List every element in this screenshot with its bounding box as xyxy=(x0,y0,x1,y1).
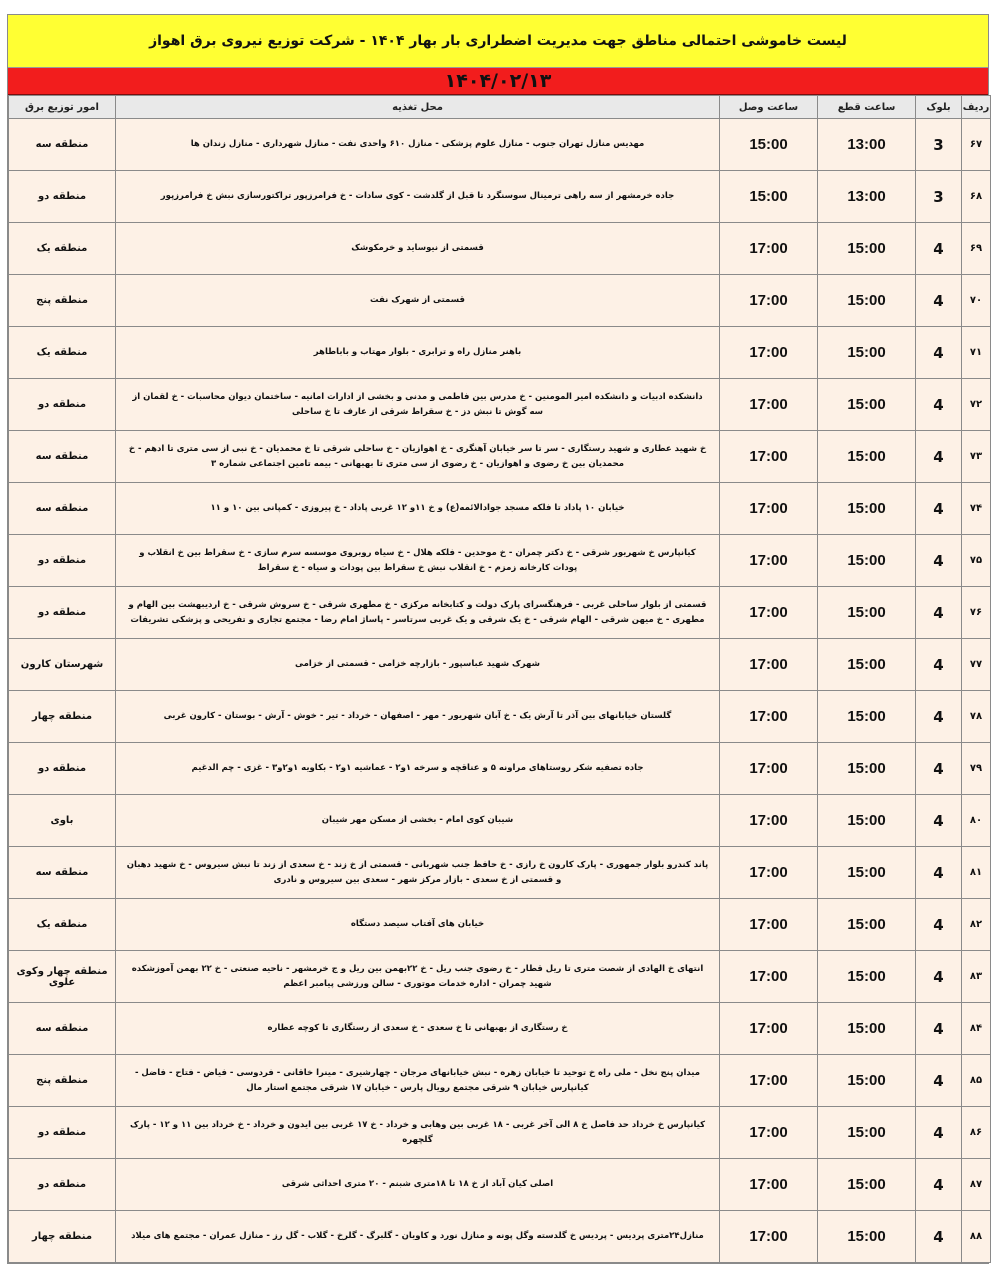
row-number-cell: ۸۲ xyxy=(962,899,991,951)
connect-time-cell: 17:00 xyxy=(720,1003,818,1055)
connect-time-cell: 17:00 xyxy=(720,223,818,275)
region-cell: منطقه یک xyxy=(9,223,116,275)
row-number-cell: ۷۸ xyxy=(962,691,991,743)
cut-time-cell: 13:00 xyxy=(818,119,916,171)
table-row xyxy=(9,691,991,743)
location-cell: کیانپارس خ شهریور شرقی - خ دکتر چمران - خ موحدین - فلکه هلال - خ سیاه روبروی موسسه سرم سازی - خ سقراط بین خ انقلاب و پودات کارخانه زمزم - خ انقلاب نبش خ سقراط بین پودات و سیاه - خ سقراط xyxy=(116,535,720,587)
location-cell: پاند کندرو بلوار جمهوری - پارک کارون خ رازی - خ حافظ جنب شهربانی - قسمتی از خ زند - خ سعدی از زند تا نبش سیروس - خ شهید دهبان و قسمتی از خ سعدی - بازار مرکز شهر - سعدی بین سیروس و نادری xyxy=(116,847,720,899)
row-number-cell: ۸۳ xyxy=(962,951,991,1003)
table-body xyxy=(9,119,991,1263)
table-row xyxy=(9,1003,991,1055)
row-number-cell: ۶۹ xyxy=(962,223,991,275)
location-cell: خ رستگاری از بهبهانی تا خ سعدی - خ سعدی از رستگاری تا کوچه عطاره xyxy=(116,1003,720,1055)
region-cell: منطقه یک xyxy=(9,327,116,379)
location-cell: قسمتی از بلوار ساحلی غربی - فرهنگسرای پارک دولت و کتابخانه مرکزی - خ مطهری شرقی - خ سروش شرقی - خ اردیبهشت بین الهام و مطهری - خ میهن شرقی - الهام شرقی - خ یک شرقی و یک غربی سرتاسر - پاساژ امام رضا - مجتمع تجاری و تفریحی و پزشکی تشریفات xyxy=(116,587,720,639)
table-row xyxy=(9,847,991,899)
block-cell: 4 xyxy=(916,431,962,483)
row-number-cell: ۷۵ xyxy=(962,535,991,587)
row-number-cell: ۷۲ xyxy=(962,379,991,431)
region-cell: منطقه سه xyxy=(9,847,116,899)
location-cell: کیانپارس خ خرداد حد فاصل خ ۸ الی آخر غربی - ۱۸ غربی بین وهابی و خرداد - خ ۱۷ غربی بین ایدون و خرداد - خ خرداد بین ۱۱ و ۱۲ - پارک گلچهره xyxy=(116,1107,720,1159)
connect-time-cell: 17:00 xyxy=(720,899,818,951)
connect-time-cell: 17:00 xyxy=(720,535,818,587)
connect-time-cell: 17:00 xyxy=(720,795,818,847)
region-cell: منطقه سه xyxy=(9,1003,116,1055)
region-cell: منطقه پنج xyxy=(9,275,116,327)
cut-time-cell: 15:00 xyxy=(818,1159,916,1211)
cut-time-cell: 13:00 xyxy=(818,171,916,223)
connect-time-cell: 17:00 xyxy=(720,587,818,639)
location-cell: انتهای خ الهادی از شصت متری تا ریل قطار - خ رضوی جنب ریل - خ ۲۲بهمن بین ریل و ج خرمشهر - ناحیه صنعتی - خ ۲۲ بهمن آموزشکده شهید چمران - اداره خدمات موتوری - سالن ورزشی پیامبر اعظم xyxy=(116,951,720,1003)
block-cell: 4 xyxy=(916,1159,962,1211)
location-cell: خیابان های آفتاب سیصد دستگاه xyxy=(116,899,720,951)
block-cell: 4 xyxy=(916,327,962,379)
block-cell: 4 xyxy=(916,899,962,951)
location-cell: جاده تصفیه شکر روستاهای مراونه ۵ و عناقچه و سرخه ۱و۲ - عماشیه ۱و۲ - بکاویه ۱و۲و۳ - غزی - چم الدغیم xyxy=(116,743,720,795)
block-cell: 4 xyxy=(916,1055,962,1107)
connect-time-cell: 17:00 xyxy=(720,1107,818,1159)
row-number-cell: ۷۴ xyxy=(962,483,991,535)
region-cell: منطقه سه xyxy=(9,431,116,483)
header-row xyxy=(9,96,991,119)
block-cell: 4 xyxy=(916,379,962,431)
connect-time-cell: 15:00 xyxy=(720,119,818,171)
row-number-cell: ۷۹ xyxy=(962,743,991,795)
block-cell: 3 xyxy=(916,119,962,171)
block-cell: 4 xyxy=(916,483,962,535)
region-cell: منطقه دو xyxy=(9,587,116,639)
region-cell: منطقه چهار وکوی علوی xyxy=(9,951,116,1003)
region-cell: منطقه دو xyxy=(9,1159,116,1211)
location-cell: جاده خرمشهر از سه راهی ترمینال سوسنگرد تا قبل از گلدشت - کوی سادات - خ فرامرزپور تراکتورسازی نبش خ فرامرزپور xyxy=(116,171,720,223)
cut-time-cell: 15:00 xyxy=(818,1107,916,1159)
connect-time-cell: 17:00 xyxy=(720,951,818,1003)
cut-time-cell: 15:00 xyxy=(818,951,916,1003)
region-cell: منطقه دو xyxy=(9,171,116,223)
region-cell: منطقه سه xyxy=(9,119,116,171)
header-cut-time: ساعت قطع xyxy=(818,96,916,119)
table-row xyxy=(9,1159,991,1211)
region-cell: منطقه دو xyxy=(9,743,116,795)
row-number-cell: ۸۱ xyxy=(962,847,991,899)
cut-time-cell: 15:00 xyxy=(818,639,916,691)
blackout-sheet xyxy=(7,14,989,1264)
region-cell: باوی xyxy=(9,795,116,847)
cut-time-cell: 15:00 xyxy=(818,1211,916,1263)
region-cell: منطقه دو xyxy=(9,379,116,431)
block-cell: 4 xyxy=(916,535,962,587)
block-cell: 3 xyxy=(916,171,962,223)
header-block: بلوک xyxy=(916,96,962,119)
location-cell: دانشکده ادبیات و دانشکده امیر المومنین - خ مدرس بین فاطمی و مدنی و بخشی از ادارات امانیه - ساختمان دیوان محاسبات - خ لقمان از سه گوش تا نبش دز - خ سقراط شرقی از عارف تا خ ساحلی xyxy=(116,379,720,431)
table-row xyxy=(9,795,991,847)
connect-time-cell: 17:00 xyxy=(720,379,818,431)
block-cell: 4 xyxy=(916,795,962,847)
table-row xyxy=(9,899,991,951)
table-row xyxy=(9,1055,991,1107)
block-cell: 4 xyxy=(916,847,962,899)
cut-time-cell: 15:00 xyxy=(818,535,916,587)
table-row xyxy=(9,587,991,639)
connect-time-cell: 17:00 xyxy=(720,1211,818,1263)
connect-time-cell: 17:00 xyxy=(720,743,818,795)
row-number-cell: ۸۴ xyxy=(962,1003,991,1055)
block-cell: 4 xyxy=(916,1003,962,1055)
region-cell: شهرستان کارون xyxy=(9,639,116,691)
page-title: لیست خاموشی احتمالی مناطق جهت مدیریت اضطراری بار بهار ۱۴۰۴ - شرکت توزیع نیروی برق اهواز xyxy=(8,15,988,68)
date-banner: ۱۴۰۴/۰۲/۱۳ xyxy=(8,68,988,95)
location-cell: اصلی کیان آباد از خ ۱۸ تا ۱۸متری شبنم - ۲۰ متری احداثی شرقی xyxy=(116,1159,720,1211)
table-row xyxy=(9,1211,991,1263)
location-cell: شهرک شهید عباسپور - بازارچه خزامی - قسمتی از خزامی xyxy=(116,639,720,691)
block-cell: 4 xyxy=(916,1211,962,1263)
location-cell: مهدیس منازل تهران جنوب - منازل علوم پزشکی - منازل ۶۱۰ واحدی نفت - منازل شهرداری - منازل زندان ها xyxy=(116,119,720,171)
connect-time-cell: 17:00 xyxy=(720,483,818,535)
cut-time-cell: 15:00 xyxy=(818,691,916,743)
table-row xyxy=(9,223,991,275)
table-row xyxy=(9,535,991,587)
cut-time-cell: 15:00 xyxy=(818,743,916,795)
header-region: امور توزیع برق xyxy=(9,96,116,119)
row-number-cell: ۷۳ xyxy=(962,431,991,483)
table-row xyxy=(9,119,991,171)
table-row xyxy=(9,431,991,483)
table-row xyxy=(9,483,991,535)
region-cell: منطقه سه xyxy=(9,483,116,535)
block-cell: 4 xyxy=(916,275,962,327)
row-number-cell: ۸۶ xyxy=(962,1107,991,1159)
cut-time-cell: 15:00 xyxy=(818,379,916,431)
table-row xyxy=(9,639,991,691)
region-cell: منطقه چهار xyxy=(9,1211,116,1263)
row-number-cell: ۸۸ xyxy=(962,1211,991,1263)
header-row-number: ردیف xyxy=(962,96,991,119)
location-cell: قسمتی از نیوساید و خرمکوشک xyxy=(116,223,720,275)
location-cell: منازل۲۴متری پردیس - پردیس خ گلدسته وگل پونه و منازل نورد و کاویان - گلبرگ - گلرخ - گلاب - گل رز - منازل عمران - مجتمع های میلاد xyxy=(116,1211,720,1263)
connect-time-cell: 17:00 xyxy=(720,275,818,327)
connect-time-cell: 17:00 xyxy=(720,639,818,691)
table-row xyxy=(9,379,991,431)
header-connect-time: ساعت وصل xyxy=(720,96,818,119)
table-row xyxy=(9,327,991,379)
cut-time-cell: 15:00 xyxy=(818,431,916,483)
region-cell: منطقه پنج xyxy=(9,1055,116,1107)
block-cell: 4 xyxy=(916,1107,962,1159)
connect-time-cell: 17:00 xyxy=(720,327,818,379)
location-cell: باهنر منازل راه و ترابری - بلوار مهتاب و باباطاهر xyxy=(116,327,720,379)
connect-time-cell: 15:00 xyxy=(720,171,818,223)
table-row xyxy=(9,171,991,223)
cut-time-cell: 15:00 xyxy=(818,327,916,379)
connect-time-cell: 17:00 xyxy=(720,1159,818,1211)
row-number-cell: ۸۰ xyxy=(962,795,991,847)
cut-time-cell: 15:00 xyxy=(818,1055,916,1107)
block-cell: 4 xyxy=(916,587,962,639)
connect-time-cell: 17:00 xyxy=(720,431,818,483)
table-row xyxy=(9,275,991,327)
cut-time-cell: 15:00 xyxy=(818,899,916,951)
row-number-cell: ۸۷ xyxy=(962,1159,991,1211)
location-cell: خ شهید عطاری و شهید رستگاری - سر تا سر خیابان آهنگری - خ اهوازیان - خ ساحلی شرقی تا خ محمدیان - خ نبی از سی متری تا ادهم - خ محمدیان بین خ رضوی و اهوازیان - خ رضوی از سی متری تا بهبهانی - بیمه تامین اجتماعی شماره ۳ xyxy=(116,431,720,483)
region-cell: منطقه دو xyxy=(9,1107,116,1159)
header-location: محل تغذیه xyxy=(116,96,720,119)
row-number-cell: ۸۵ xyxy=(962,1055,991,1107)
block-cell: 4 xyxy=(916,743,962,795)
region-cell: منطقه چهار xyxy=(9,691,116,743)
connect-time-cell: 17:00 xyxy=(720,1055,818,1107)
row-number-cell: ۶۷ xyxy=(962,119,991,171)
location-cell: خیابان ۱۰ پاداد تا فلکه مسجد جوادالائمه(ع) و خ ۱۱و ۱۲ غربی پاداد - خ پیروزی - کمپانی بین ۱۰ و ۱۱ xyxy=(116,483,720,535)
table-row xyxy=(9,743,991,795)
table-row xyxy=(9,1107,991,1159)
cut-time-cell: 15:00 xyxy=(818,223,916,275)
schedule-table xyxy=(8,95,991,1263)
location-cell: گلستان خیابانهای بین آذر تا آرش یک - خ آبان شهریور - مهر - اصفهان - خرداد - تیر - خوش - آرش - بوستان - کارون غربی xyxy=(116,691,720,743)
region-cell: منطقه یک xyxy=(9,899,116,951)
location-cell: شیبان کوی امام - بخشی از مسکن مهر شیبان xyxy=(116,795,720,847)
cut-time-cell: 15:00 xyxy=(818,275,916,327)
connect-time-cell: 17:00 xyxy=(720,847,818,899)
cut-time-cell: 15:00 xyxy=(818,1003,916,1055)
block-cell: 4 xyxy=(916,951,962,1003)
region-cell: منطقه دو xyxy=(9,535,116,587)
row-number-cell: ۷۱ xyxy=(962,327,991,379)
location-cell: قسمتی از شهرک نفت xyxy=(116,275,720,327)
row-number-cell: ۷۶ xyxy=(962,587,991,639)
cut-time-cell: 15:00 xyxy=(818,847,916,899)
row-number-cell: ۶۸ xyxy=(962,171,991,223)
cut-time-cell: 15:00 xyxy=(818,587,916,639)
block-cell: 4 xyxy=(916,223,962,275)
row-number-cell: ۷۷ xyxy=(962,639,991,691)
block-cell: 4 xyxy=(916,691,962,743)
cut-time-cell: 15:00 xyxy=(818,483,916,535)
row-number-cell: ۷۰ xyxy=(962,275,991,327)
location-cell: میدان پنج نخل - ملی راه خ توحید تا خیابان زهره - نبش خیابانهای مرجان - چهارشیری - مینرا خاقانی - فردوسی - فیاض - فتاح - فاضل - کیانپارس خیابان ۹ شرقی مجتمع رویال پارس - خیابان ۱۷ شرقی مجتمع استار مال xyxy=(116,1055,720,1107)
connect-time-cell: 17:00 xyxy=(720,691,818,743)
block-cell: 4 xyxy=(916,639,962,691)
table-row xyxy=(9,951,991,1003)
cut-time-cell: 15:00 xyxy=(818,795,916,847)
